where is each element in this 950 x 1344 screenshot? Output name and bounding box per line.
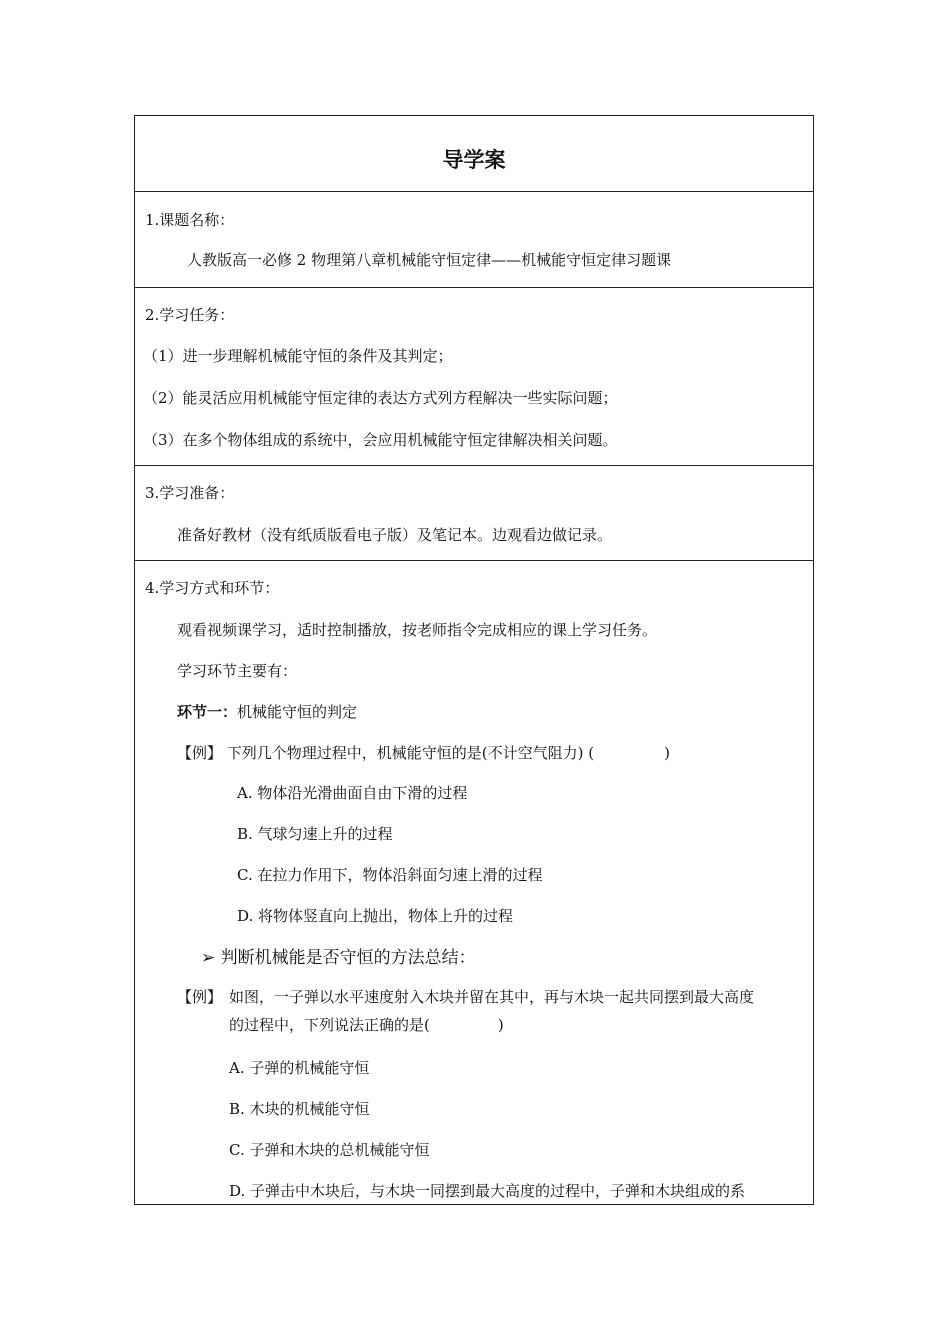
section4-intro: 观看视频课学习，适时控制播放，按老师指令完成相应的课上学习任务。: [177, 621, 658, 639]
page-title: 导学案: [442, 148, 506, 172]
section-preparation: [135, 466, 813, 561]
section2-heading: 2.学习任务：: [145, 306, 235, 324]
example-2-label: 【例】: [177, 988, 223, 1006]
step-one-label: 环节一：: [177, 703, 238, 721]
example-2-option-a: A. 子弹的机械能守恒: [229, 1059, 370, 1077]
example-1-close: ): [664, 744, 670, 762]
arrow-bullet-icon: ➢: [201, 948, 216, 968]
example-1-option-c: C. 在拉力作用下，物体沿斜面匀速上滑的过程: [237, 866, 543, 884]
section-course-name: [135, 192, 813, 288]
section3-heading: 3.学习准备：: [145, 484, 235, 502]
example-2-option-d: D. 子弹击中木块后，与木块一同摆到最大高度的过程中，子弹和木块组成的系: [229, 1182, 746, 1200]
step-one-text: 机械能守恒的判定: [237, 703, 358, 721]
section3-content: 准备好教材（没有纸质版看电子版）及笔记本。边观看边做记录。: [177, 526, 613, 544]
main-steps-label: 学习环节主要有：: [177, 662, 298, 680]
example-1-label: 【例】: [177, 744, 223, 762]
example-1-option-a: A. 物体沿光滑曲面自由下滑的过程: [237, 784, 468, 802]
example-2-question-line2: 的过程中，下列说法正确的是( ): [229, 1016, 504, 1034]
study-guide-table: [134, 115, 814, 1205]
task-item-3: （3）在多个物体组成的系统中，会应用机械能守恒定律解决相关问题。: [143, 431, 618, 449]
method-summary-text: 判断机械能是否守恒的方法总结：: [220, 948, 476, 968]
section-methods: [135, 561, 813, 1204]
example-1-option-b: B. 气球匀速上升的过程: [237, 825, 393, 843]
example-2-option-c: C. 子弹和木块的总机械能守恒: [229, 1141, 430, 1159]
title-row: [135, 116, 813, 192]
example-2-option-b: B. 木块的机械能守恒: [229, 1100, 370, 1118]
example-1-question: [177, 743, 670, 763]
section1-heading: 1.课题名称：: [145, 211, 235, 229]
example-2-question-line1: 如图，一子弹以水平速度射入木块并留在其中，再与木块一起共同摆到最大高度: [229, 988, 755, 1006]
example-2-close: ): [497, 1016, 504, 1034]
section4-heading: 4.学习方式和环节：: [145, 579, 280, 597]
task-item-1: （1）进一步理解机械能守恒的条件及其判定；: [143, 347, 453, 365]
step-one: [177, 702, 357, 722]
task-item-2: （2）能灵活应用机械能守恒定律的表达方式列方程解决一些实际问题；: [143, 389, 618, 407]
example-1-text: 下列几个物理过程中，机械能守恒的是(不计空气阻力) (: [226, 744, 595, 762]
method-summary: [201, 948, 476, 968]
section-learning-tasks: [135, 288, 813, 466]
section1-content: 人教版高一必修 2 物理第八章机械能守恒定律——机械能守恒定律习题课: [187, 251, 672, 269]
example-1-option-d: D. 将物体竖直向上抛出，物体上升的过程: [237, 907, 514, 925]
